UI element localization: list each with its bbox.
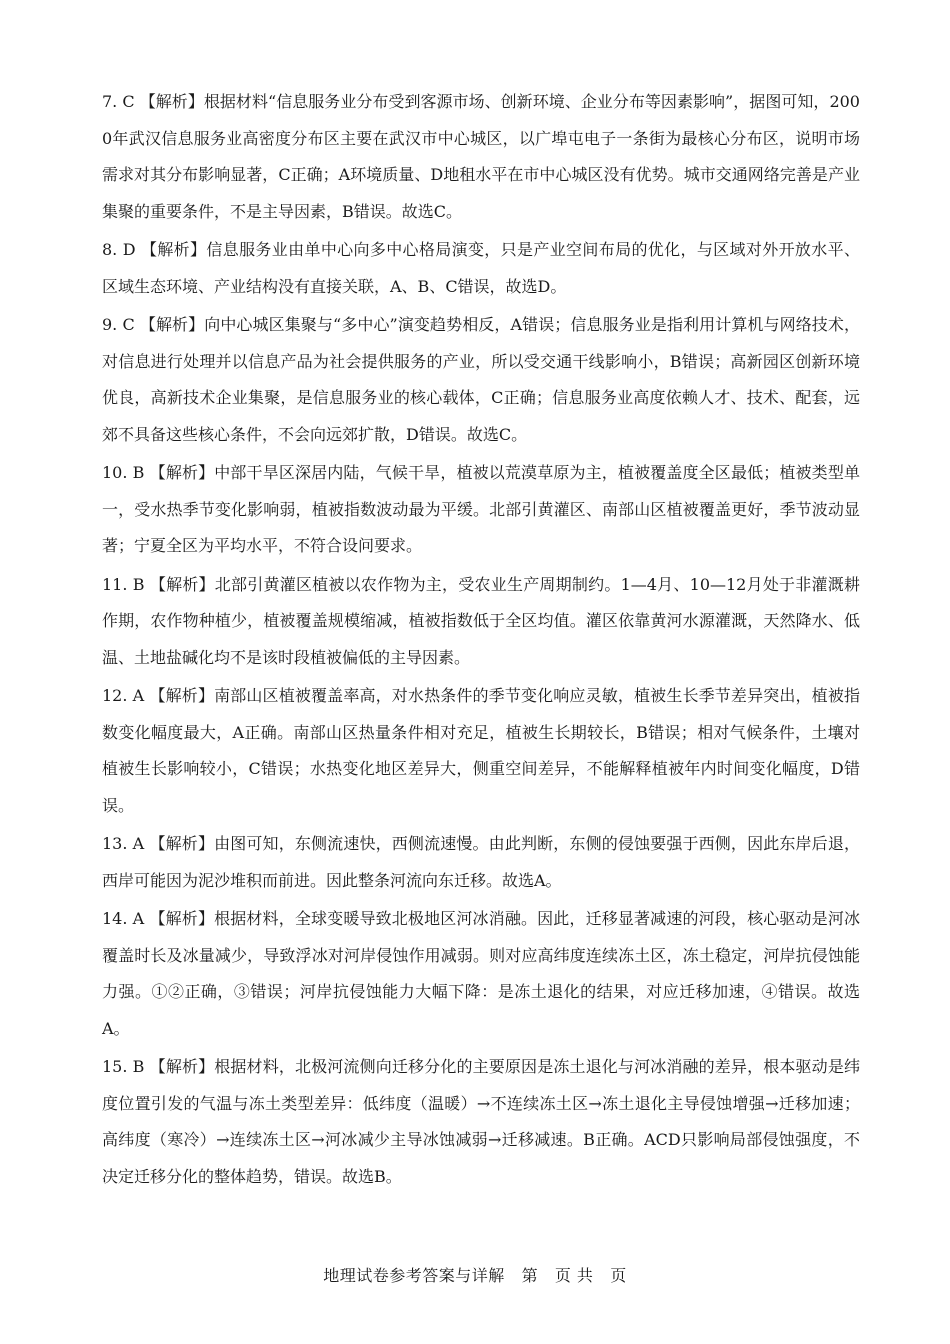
page-footer [0, 1263, 950, 1286]
answer-item-11 [102, 567, 860, 677]
answer-explanation: 中部干旱区深居内陆，气候干旱，植被以荒漠草原为主，植被覆盖度全区最低；植被类型单一，受水热季节变化影响弱，植被指数波动最为平缓。北部引黄灌区、南部山区植被覆盖更好，季节波动显著；宁夏全区为平均水平，不符合设问要求。 [102, 463, 860, 555]
answer-explanation: 根据材料，北极河流侧向迁移分化的主要原因是冻土退化与河冰消融的差异，根本驱动是纬度位置引发的气温与冻土类型差异：低纬度（温暖）→不连续冻土区→冻土退化主导侵蚀增强→迁移加速；高纬度（寒冷）→连续冻土区→河冰减少主导冰蚀减弱→迁移减速。B正确。ACD只影响局部侵蚀强度，不决定迁移分化的整体趋势，错误。故选B。 [102, 1057, 860, 1186]
analysis-tag: 【解析】 [140, 240, 207, 259]
answer-explanation: 根据材料“信息服务业分布受到客源市场、创新环境、企业分布等因素影响”，据图可知，2000年武汉信息服务业高密度分布区主要在武汉市中心城区，以广埠屯电子一条街为最核心分布区，说明市场需求对其分布影响显著，C正确；A环境质量、D地租水平在市中心城区没有优势。城市交通网络完善是产业集聚的重要条件，不是主导因素，B错误。故选C。 [102, 92, 860, 221]
answer-item-15 [102, 1049, 860, 1195]
footer-title: 地理试卷参考答案与详解 [323, 1266, 505, 1285]
answer-explanation: 信息服务业由单中心向多中心格局演变，只是产业空间布局的优化，与区域对外开放水平、区域生态环境、产业结构没有直接关联，A、B、C错误，故选D。 [102, 240, 860, 296]
answer-item-10 [102, 455, 860, 565]
answer-explanation: 南部山区植被覆盖率高，对水热条件的季节变化响应灵敏，植被生长季节差异突出，植被指数变化幅度最大，A正确。南部山区热量条件相对充足，植被生长期较长，B错误；相对气候条件，土壤对植被生长影响较小，C错误；水热变化地区差异大，侧重空间差异，不能解释植被年内时间变化幅度，D错误。 [102, 686, 860, 815]
answer-explanation: 由图可知，东侧流速快，西侧流速慢。由此判断，东侧的侵蚀要强于西侧，因此东岸后退，西岸可能因为泥沙堆积而前进。因此整条河流向东迁移。故选A。 [102, 834, 860, 890]
answer-item-9 [102, 307, 860, 453]
footer-page-mid: 页 共 [554, 1266, 594, 1285]
answer-number: 9. C [102, 315, 135, 334]
answer-item-13 [102, 826, 860, 899]
answer-number: 11. B [102, 574, 145, 594]
answer-number: 7. C [102, 92, 135, 111]
answer-number: 15. B [102, 1057, 145, 1076]
answer-explanation: 北部引黄灌区植被以农作物为主，受农业生产周期制约。1—4月、10—12月处于非灌溉耕作期，农作物种植少，植被覆盖规模缩减，植被指数低于全区均值。灌区依靠黄河水源灌溉，天然降水、低温、土地盐碱化均不是该时段植被偏低的主导因素。 [102, 574, 860, 667]
answer-item-7 [102, 84, 860, 230]
answer-item-12 [102, 678, 860, 824]
analysis-tag: 【解析】 [149, 463, 215, 482]
analysis-tag: 【解析】 [149, 1057, 215, 1076]
answer-number: 8. D [102, 240, 136, 259]
analysis-tag: 【解析】 [149, 834, 215, 853]
answer-list [102, 84, 860, 1197]
answer-number: 14. A [102, 909, 145, 928]
analysis-tag: 【解析】 [149, 909, 215, 928]
answer-number: 10. B [102, 463, 145, 482]
answer-explanation: 根据材料，全球变暖导致北极地区河冰消融。因此，迁移显著减速的河段，核心驱动是河冰覆盖时长及冰量减少，导致浮冰对河岸侵蚀作用减弱。则对应高纬度连续冻土区，冻土稳定，河岸抗侵蚀能力强。①②正确，③错误；河岸抗侵蚀能力大幅下降：是冻土退化的结果，对应迁移加速，④错误。故选A。 [102, 909, 860, 1038]
analysis-tag: 【解析】 [149, 686, 215, 705]
answer-number: 12. A [102, 686, 145, 705]
analysis-tag: 【解析】 [139, 92, 204, 111]
footer-page-suffix: 页 [610, 1266, 627, 1285]
answer-item-8 [102, 232, 860, 305]
analysis-tag: 【解析】 [139, 315, 205, 334]
footer-page-prefix: 第 [521, 1266, 539, 1285]
analysis-tag: 【解析】 [149, 574, 215, 594]
answer-explanation: 向中心城区集聚与“多中心”演变趋势相反，A错误；信息服务业是指利用计算机与网络技术，对信息进行处理并以信息产品为社会提供服务的产业，所以受交通干线影响小，B错误；高新园区创新环境优良，高新技术企业集聚，是信息服务业的核心载体，C正确；信息服务业高度依赖人才、技术、配套，远郊不具备这些核心条件，不会向远郊扩散，D错误。故选C。 [102, 315, 860, 444]
answer-item-14 [102, 901, 860, 1047]
answer-number: 13. A [102, 834, 145, 853]
